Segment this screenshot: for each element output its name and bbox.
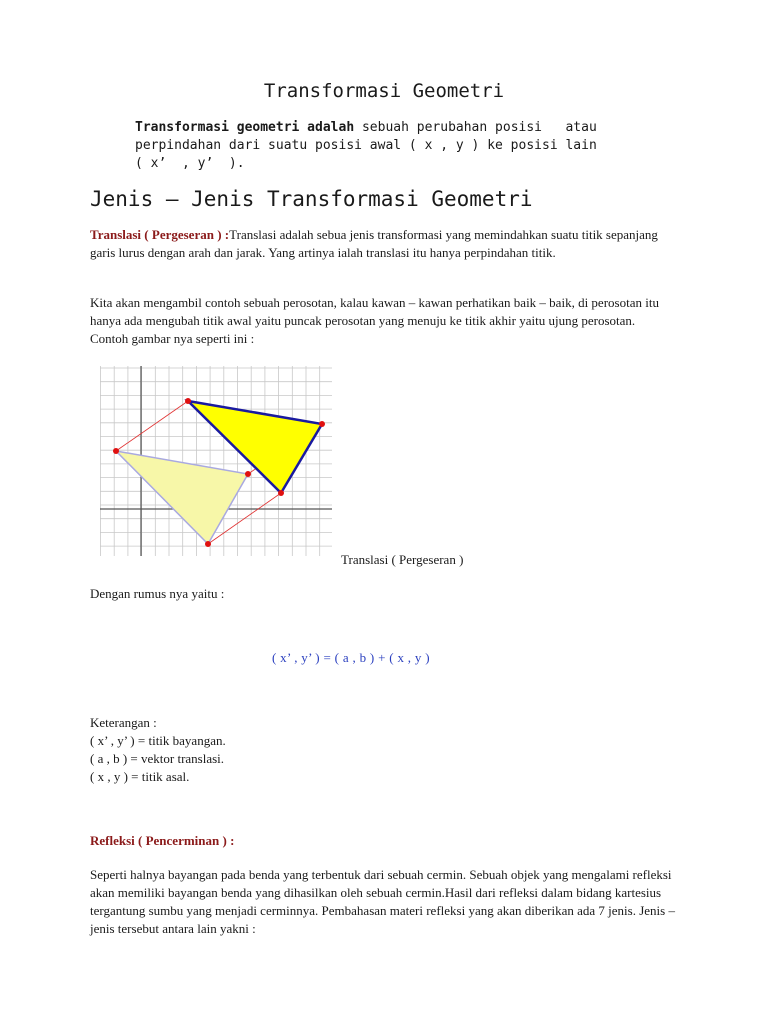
formula-intro: Dengan rumus nya yaitu : — [90, 586, 225, 601]
vertex-point — [185, 398, 191, 404]
refleksi-paragraph: Seperti halnya bayangan pada benda yang terbentuk dari sebuah cermin. Sebuah objek yang mengalami refleksi akan memiliki bayangan benda yang dihasilkan oleh sebuah cermin.Hasil dari refleksi dalam bidang kartesius tergantung sumbu yang menjadi cerminnya. Pembahasan materi refleksi yang akan diberikan ada 7 jenis. Jenis – jenis tersebut antara lain yakni : — [90, 867, 675, 936]
vertex-point — [113, 448, 119, 454]
connector-line — [116, 401, 188, 451]
intro-line3: ( x’ , y’ ). — [135, 156, 245, 171]
note-line: ( x , y ) = titik asal. — [90, 769, 190, 784]
page-title: Transformasi Geometri — [263, 80, 505, 102]
section-heading: Jenis – Jenis Transformasi Geometri — [90, 187, 533, 211]
intro-line2: perpindahan dari suatu posisi awal ( x , y ) ke posisi lain — [135, 138, 597, 153]
intro-bold: Transformasi geometri adalah — [135, 120, 355, 135]
translation-formula: ( x’ , y’ ) = ( a , b ) + ( x , y ) — [272, 650, 430, 665]
keterangan-block — [90, 714, 680, 786]
vertex-point — [278, 490, 284, 496]
translasi-example: Kita akan mengambil contoh sebuah perosotan, kalau kawan – kawan perhatikan baik – baik, di perosotan itu hanya ada mengubah titik awal yaitu puncak perosotan yang menuju ke titik akhir yaitu ujung perosotan. Contoh gambar nya seperti ini : — [90, 295, 659, 346]
figure-caption: Translasi ( Pergeseran ) — [341, 552, 464, 567]
note-line: ( a , b ) = vektor translasi. — [90, 751, 225, 766]
translasi-label: Translasi ( Pergeseran ) : — [90, 227, 230, 242]
intro-paragraph — [135, 119, 595, 173]
translation-figure — [100, 366, 332, 556]
note-line: ( x’ , y’ ) = titik bayangan. — [90, 733, 226, 748]
refleksi-label: Refleksi ( Pencerminan ) : — [90, 833, 235, 848]
vertex-point — [245, 471, 251, 477]
translasi-paragraph — [90, 226, 680, 262]
vertex-point — [319, 421, 325, 427]
intro-line1: sebuah perubahan posisi atau — [354, 120, 597, 135]
vertex-point — [205, 541, 211, 547]
keterangan-label: Keterangan : — [90, 715, 157, 730]
translasi-text: Translasi adalah sebua jenis transformasi yang memindahkan suatu titik sepanjang garis lurus dengan arah dan jarak. Yang artinya ialah translasi itu hanya perpindahan titik. — [90, 227, 658, 260]
